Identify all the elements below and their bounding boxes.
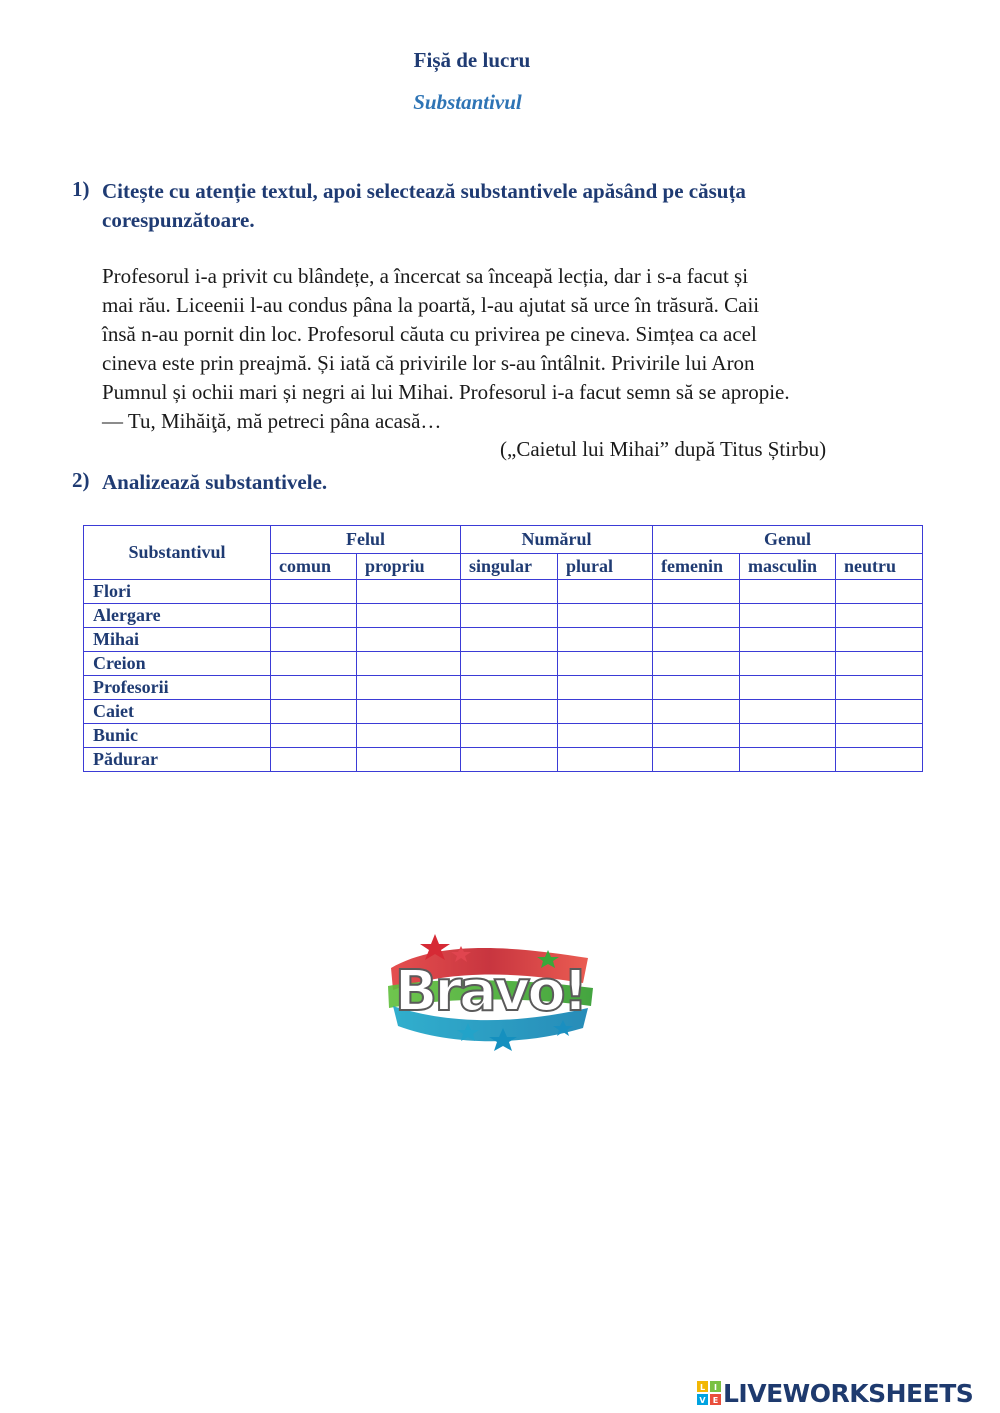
answer-cell-neutru[interactable] (836, 748, 923, 772)
answer-cell-propriu[interactable] (357, 628, 461, 652)
answer-cell-neutru[interactable] (836, 700, 923, 724)
answer-cell-plural[interactable] (558, 700, 653, 724)
worksheet-subtitle: Substantivul (413, 90, 522, 114)
answer-cell-masculin[interactable] (740, 628, 836, 652)
answer-cell-singular[interactable] (461, 628, 558, 652)
answer-cell-comun[interactable] (271, 676, 357, 700)
header-femenin: femenin (653, 554, 740, 580)
answer-cell-comun[interactable] (271, 628, 357, 652)
answer-cell-plural[interactable] (558, 652, 653, 676)
table-row (84, 580, 923, 604)
passage-source: („Caietul lui Mihai” după Titus Știrbu) (500, 437, 827, 461)
passage-line: Profesorul i-a privit cu blândețe, a încercat sa înceapă lecția, dar i s-a facut și (102, 264, 749, 288)
answer-cell-comun[interactable] (271, 724, 357, 748)
answer-cell-propriu[interactable] (357, 652, 461, 676)
answer-cell-masculin[interactable] (740, 700, 836, 724)
answer-cell-comun[interactable] (271, 748, 357, 772)
answer-cell-propriu[interactable] (357, 676, 461, 700)
header-propriu: propriu (357, 554, 461, 580)
answer-cell-femenin[interactable] (653, 676, 740, 700)
header-plural: plural (558, 554, 653, 580)
noun-cell: Alergare (84, 604, 271, 628)
header-neutru: neutru (836, 554, 923, 580)
passage-line: însă n-au pornit din loc. Profesorul căuta cu privirea pe cineva. Simțea ca acel (102, 322, 757, 346)
liveworksheets-logo (697, 1378, 973, 1408)
answer-cell-plural[interactable] (558, 580, 653, 604)
answer-cell-comun[interactable] (271, 652, 357, 676)
answer-cell-femenin[interactable] (653, 748, 740, 772)
noun-cell: Mihai (84, 628, 271, 652)
noun-cell: Profesorii (84, 676, 271, 700)
passage-line: Pumnul și ochii mari și negri ai lui Mihai. Profesorul i-a facut semn să se apropie. (102, 380, 790, 404)
answer-cell-propriu[interactable] (357, 604, 461, 628)
answer-cell-femenin[interactable] (653, 604, 740, 628)
question-2-text: Analizează substantivele. (102, 470, 328, 494)
answer-cell-masculin[interactable] (740, 748, 836, 772)
noun-cell: Flori (84, 580, 271, 604)
table-row (84, 700, 923, 724)
passage-line: mai rău. Liceenii l-au condus pâna la poartă, l-au ajutat să urce în trăsură. Caii (102, 293, 760, 317)
answer-cell-neutru[interactable] (836, 628, 923, 652)
answer-cell-singular[interactable] (461, 604, 558, 628)
answer-cell-femenin[interactable] (653, 700, 740, 724)
header-masculin: masculin (740, 554, 836, 580)
header-substantivul: Substantivul (84, 526, 271, 580)
answer-cell-masculin[interactable] (740, 580, 836, 604)
answer-cell-singular[interactable] (461, 580, 558, 604)
answer-cell-singular[interactable] (461, 676, 558, 700)
noun-cell: Pădurar (84, 748, 271, 772)
answer-cell-masculin[interactable] (740, 724, 836, 748)
header-group-felul: Felul (271, 526, 461, 554)
answer-cell-plural[interactable] (558, 604, 653, 628)
noun-cell: Caiet (84, 700, 271, 724)
logo-letter-i: I (714, 1383, 717, 1392)
passage-line: cineva este prin preajmă. Și iată că privirile lor s-au întâlnit. Privirile lui Aron (102, 351, 755, 375)
answer-cell-singular[interactable] (461, 724, 558, 748)
answer-cell-femenin[interactable] (653, 628, 740, 652)
passage-line: — Tu, Mihăiţă, mă petreci pâna acasă… (102, 409, 442, 433)
liveworksheets-wordmark: LIVEWORKSHEETS (723, 1378, 974, 1408)
header-group-genul: Genul (653, 526, 923, 554)
answer-cell-neutru[interactable] (836, 652, 923, 676)
header-singular: singular (461, 554, 558, 580)
answer-cell-comun[interactable] (271, 604, 357, 628)
bravo-sticker-image (383, 928, 598, 1053)
answer-cell-comun[interactable] (271, 700, 357, 724)
question-2-number: 2) (72, 468, 90, 492)
answer-cell-neutru[interactable] (836, 676, 923, 700)
answer-cell-neutru[interactable] (836, 724, 923, 748)
noun-cell: Creion (84, 652, 271, 676)
answer-cell-singular[interactable] (461, 700, 558, 724)
answer-cell-neutru[interactable] (836, 604, 923, 628)
logo-letter-l: L (699, 1383, 706, 1392)
answer-cell-neutru[interactable] (836, 580, 923, 604)
worksheet-title: Fișă de lucru (413, 48, 531, 72)
table-row (84, 748, 923, 772)
table-row (84, 652, 923, 676)
question-1-line-2: corespunzătoare. (102, 208, 255, 232)
answer-cell-plural[interactable] (558, 724, 653, 748)
table-row (84, 628, 923, 652)
question-1-number: 1) (72, 177, 90, 201)
answer-cell-plural[interactable] (558, 628, 653, 652)
answer-cell-propriu[interactable] (357, 748, 461, 772)
answer-cell-femenin[interactable] (653, 652, 740, 676)
logo-letter-e: E (712, 1396, 719, 1405)
answer-cell-masculin[interactable] (740, 676, 836, 700)
answer-cell-femenin[interactable] (653, 724, 740, 748)
question-1-text (102, 177, 882, 235)
header-group-numarul: Numărul (461, 526, 653, 554)
noun-cell: Bunic (84, 724, 271, 748)
table-row (84, 724, 923, 748)
answer-cell-singular[interactable] (461, 652, 558, 676)
answer-cell-propriu[interactable] (357, 700, 461, 724)
logo-letter-v: V (699, 1396, 706, 1405)
reading-passage (102, 262, 892, 436)
answer-cell-singular[interactable] (461, 748, 558, 772)
answer-cell-comun[interactable] (271, 580, 357, 604)
table-row (84, 676, 923, 700)
answer-cell-femenin[interactable] (653, 580, 740, 604)
answer-cell-propriu[interactable] (357, 724, 461, 748)
table-row (84, 604, 923, 628)
noun-analysis-table (83, 525, 923, 772)
bravo-text: Bravo! (394, 959, 586, 1024)
answer-cell-plural[interactable] (558, 676, 653, 700)
liveworksheets-logo-icon (697, 1381, 721, 1405)
question-1-line-1: Citește cu atenție textul, apoi selectează substantivele apăsând pe căsuța (102, 179, 746, 203)
header-comun: comun (271, 554, 357, 580)
answer-cell-masculin[interactable] (740, 604, 836, 628)
answer-cell-plural[interactable] (558, 748, 653, 772)
answer-cell-propriu[interactable] (357, 580, 461, 604)
answer-cell-masculin[interactable] (740, 652, 836, 676)
